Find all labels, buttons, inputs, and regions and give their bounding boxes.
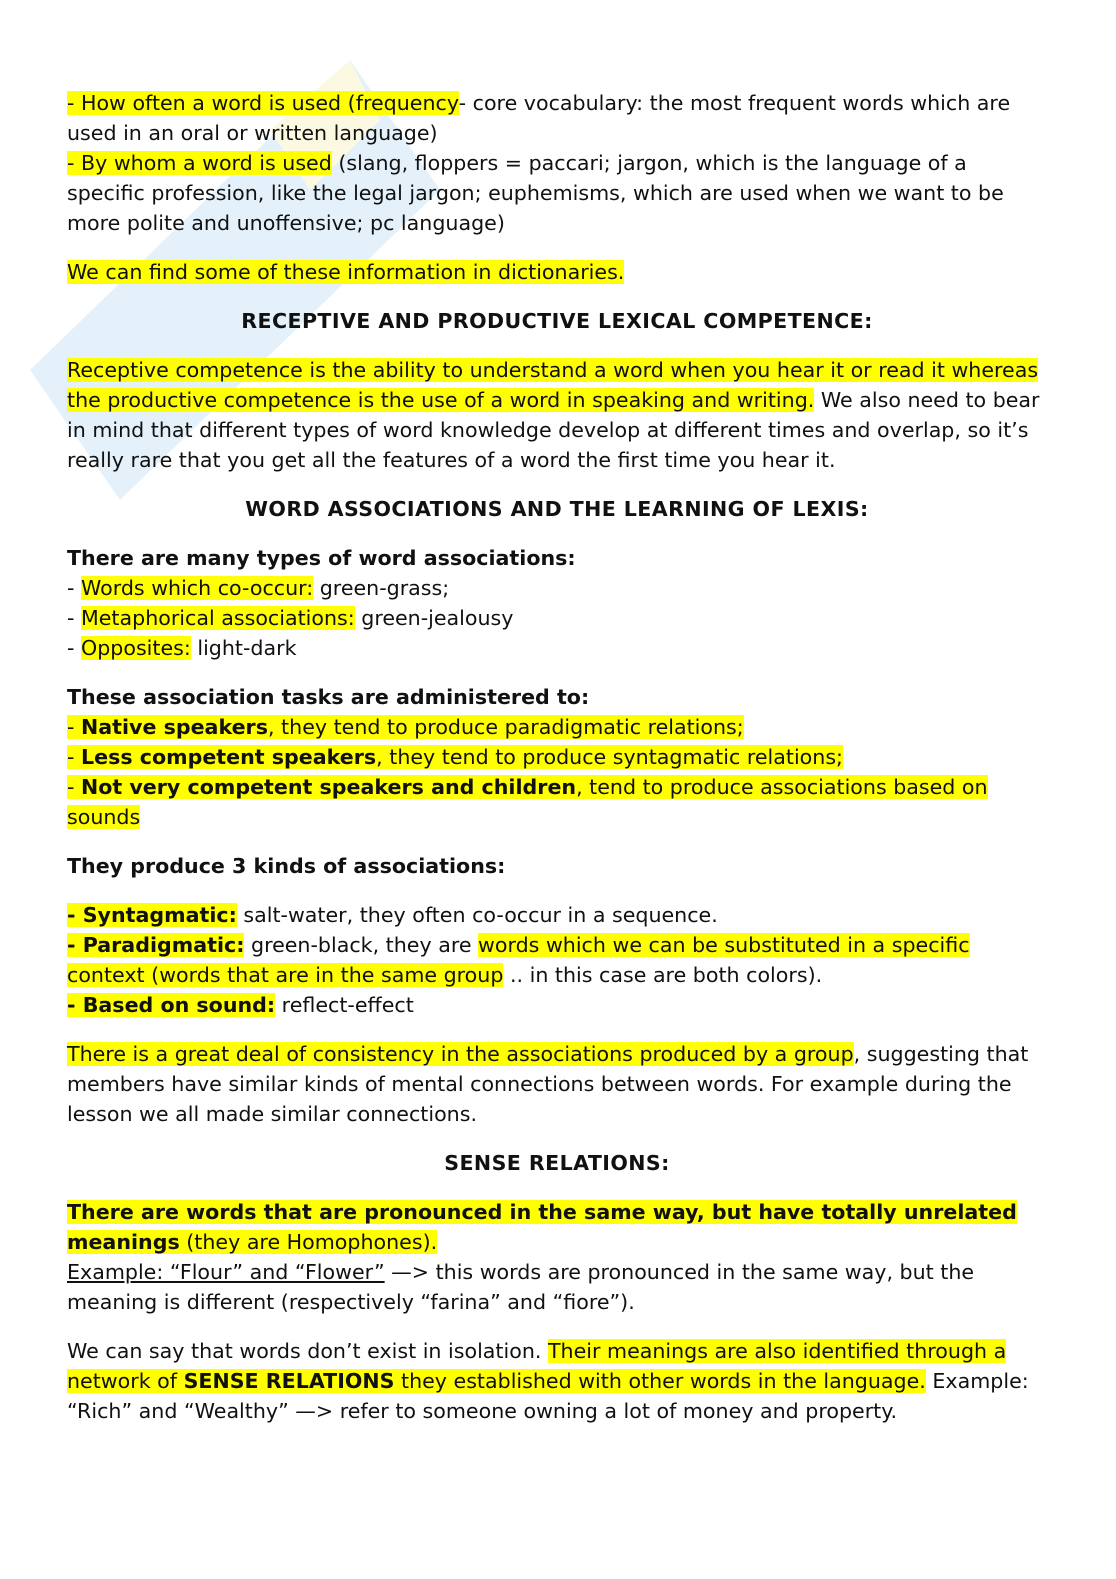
list-item: - Paradigmatic: green-black, they are words which we can be substituted in a specific context (words that are in the same group .. in this case are both colors). (67, 933, 970, 987)
frequency-highlight: - How often a word is used (frequency (67, 91, 459, 115)
homophones-paragraph (67, 1197, 1047, 1317)
association-types-block (67, 543, 1047, 663)
kinds-block (67, 900, 1047, 1020)
list-item: - Not very competent speakers and children, tend to produce associations based on sounds (67, 775, 988, 829)
homophones-highlight: (they are Homophones). (179, 1230, 438, 1254)
kinds-title-paragraph (67, 851, 1047, 881)
kinds-title: They produce 3 kinds of associations: (67, 854, 506, 878)
competence-text: We also need to bear in mind that different types of word knowledge develop at different times and overlap, so it’s really rare that you get all the features of a word the first time you hear it. (67, 388, 1040, 472)
isolation-text: We can say that words don’t exist in isolation. (67, 1339, 548, 1363)
consistency-highlight: There is a great deal of consistency in the associations produced by a group (67, 1042, 854, 1066)
list-item: - Opposites: light-dark (67, 636, 297, 660)
consistency-text: , suggesting that members have similar kinds of mental connections between words. For example during the lesson we all made similar connections. (67, 1042, 1029, 1126)
tasks-title: These association tasks are administered to: (67, 685, 590, 709)
list-item: - Less competent speakers, they tend to produce syntagmatic relations; (67, 745, 843, 769)
dictionaries-paragraph (67, 257, 1047, 287)
isolation-paragraph: We can say that words don’t exist in isolation. Their meanings are also identified through a network of SENSE RELATIONS they established with other words in the language. Example: “Rich” and “Wealthy” —> refer to someone owning a lot of money and property. (67, 1339, 1029, 1423)
list-item: - Syntagmatic: salt-water, they often co-occur in a sequence. (67, 903, 718, 927)
document-body (67, 88, 1047, 1445)
sense-relations-bold: SENSE RELATIONS (183, 1369, 395, 1393)
isolation-example: Example: “Rich” and “Wealthy” —> refer to someone owning a lot of money and property. (67, 1369, 1029, 1423)
tasks-block (67, 682, 1047, 832)
heading-sense-relations: SENSE RELATIONS: (444, 1151, 670, 1175)
dictionaries-highlight: We can find some of these information in dictionaries. (67, 260, 625, 284)
consistency-paragraph (67, 1039, 1047, 1129)
homophones-example-label: Example: “Flour” and “Flower” (67, 1260, 385, 1284)
heading-word-associations: WORD ASSOCIATIONS AND THE LEARNING OF LEXIS: (245, 497, 869, 521)
competence-highlight: Receptive competence is the ability to understand a word when you hear it or read it whereas the productive competence is the use of a word in speaking and writing. (67, 358, 1039, 412)
frequency-text: - core vocabulary: the most frequent words which are used in an oral or written language) (67, 91, 1011, 145)
by-whom-text: (slang, floppers = paccari; jargon, which is the language of a specific profession, like the legal jargon; euphemisms, which are used when we want to be more polite and unoffensive; pc language) (67, 151, 1004, 235)
homophones-example-text: —> this words are pronounced in the same way, but the meaning is different (respectively “farina” and “fiore”). (67, 1260, 975, 1314)
by-whom-highlight: - By whom a word is used (67, 151, 332, 175)
list-item: - Metaphorical associations: green-jealousy (67, 606, 514, 630)
frequency-paragraph (67, 88, 1047, 238)
list-item: - Words which co-occur: green-grass; (67, 576, 450, 600)
list-item: - Native speakers, they tend to produce paradigmatic relations; (67, 715, 744, 739)
competence-paragraph (67, 355, 1047, 475)
list-item: - Based on sound: reflect-effect (67, 993, 414, 1017)
heading-lexical-competence: RECEPTIVE AND PRODUCTIVE LEXICAL COMPETENCE: (241, 309, 873, 333)
association-types-title: There are many types of word associations: (67, 546, 576, 570)
homophones-bold: There are words that are pronounced in the same way, but have totally unrelated meanings (67, 1200, 1017, 1254)
